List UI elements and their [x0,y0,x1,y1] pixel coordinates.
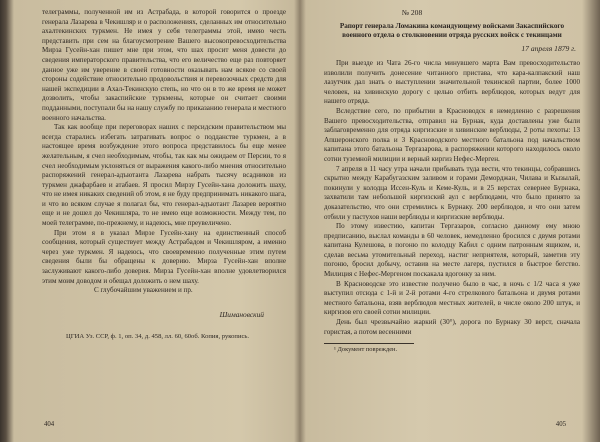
right-paragraph-6: День был чрезвычайно жаркий (30°), дорога по Бурнаку 30 верст, сначала гористая, а потом весенними [324,318,580,336]
right-page-number: 405 [555,421,566,429]
left-page-number: 404 [44,421,55,429]
right-paragraph-3: 7 апреля в 11 часу утра начали прибывать туда вести, что текинцы, собравшись скрытно между Карабугазским заливом и горами Деморджан, Чилава и Кызылай, покинули у колодца Иссен-Куль и Кеме-Куль, и в 25 верстах севернее Бурнака, захватили там небольшой киргизский аул с верблюдами, что было принято за доказательство, что они стремились к Бурнаку. 200 верблюдов, и что они затем отбили у пастухов наши верблюды и киргизские верблюды. [324,164,580,221]
footnote-divider [324,343,414,344]
left-paragraph-2: Так как вообще при переговорах наших с персидским правительством мы всегда старались избегать затрагивать вопрос о подданстве туркмен, а в настоящее время возбуждение этого вопроса представилось бы еще менее желательным, я счел необходимым, чтобы, так как мы ожидаем от Персии, то я счел необходимым уклоняться от выражения какого-либо мнения относительно распоряжений генерал-адъютанта Лазарева набрать тысячу всадников из туркмен джафарбаев и атабаев. Я просил Мирзу Гусейн-хана доложить шаху, что не имея никаких сведений об этом, я не буду предпринимать никакого шага, и что во всяком случае я полагал бы, что генерал-адъютант Лазарев вероятно еще и не дошел до Чекишляра, то не имею еще возможности. Между тем, по моей телеграмме, по-прежнему, и надеюсь, мне преувеличено. [42,123,286,228]
left-page [14,0,296,442]
document-date: 17 апреля 1879 г. [521,44,576,54]
right-paragraph-4: По этому известию, капитан Тергазаров, согласно данному ему мною предписанию, выслал команды в 60 человек, немедленно бросился с двумя ротами капитана Кулешова, в погоню по колодцу Кабил с одним патронным ящиком, и, сделав весьма утомительный переход, настиг неприятеля, который, заметив эту погоню, бросил добычу, оставив на месте лагеря, пустился в быстрое бегство. Милиция с Нефес-Мергеном поскакала вдогонку за ним. [324,222,580,279]
footnote: ¹ Документ поврежден. [334,346,398,354]
left-paragraph-closing: С глубочайшим уважением и пр. [94,286,193,295]
document-title: Рапорт генерала Ломакина командующему войсками Закаспийского военного отдела о столкновении отряда русских войск с текинцами [339,21,565,39]
document-number: № 208 [401,8,423,17]
right-paragraph-5: В Красноводске это известие получено было в час, в ночь с 1/2 часа я уже выступил отсюда с 1-й и 2-й ротами 4-го стрелкового батальона и двумя ротами местного батальона, взяв верблюдов местных жителей, в числе около 200 штук, и киргизов его своей сотни милиции. [324,279,580,317]
right-paragraph-1: При выезде из Чата 26-го числа минувшего марта Вам превосходительство изволили получить донесение читанного пристава, что кара-калпакский наш лазутчик дал знать о выступлении значительной текинской партии, более 1000 человек, на хивинскую дорогу с целью отбить верблюдов, которых ведут для нашего отряда. [324,59,580,106]
right-page [304,0,596,442]
right-paragraph-2: Вследствие сего, по прибытии в Красноводск я немедленно с разрешения Вашего превосходительства, отправил на Бурнак, куда доставлены уже были заблаговременно для отряда киргизские и хивинские верблюды, 2 роты пехоты: 13 Апшеронского полка и 3 Красноводского местного батальона под начальством капитана этого батальона Тергазарова, в распоряжении которого находилось около сотни туземной милиции и верный киргиз Нефес-Мерген. [324,106,580,163]
archive-source: ЦГИА Уз. ССР, ф. 1, оп. 34, д. 458, лл. 60, 60об. Копия, рукопись. [66,333,250,341]
left-paragraph-3: При этом я в указал Мирзе Гусейн-хану на единственный способ сообщения, который существует между Астрабадом и Чекишляром, а именно через уже туркмен. Я надеюсь, что своевременно полученные этим путем сведения были бы обращены к доверию. Мирза Гусейн-хан вполне заслуживают какого-либо доверия. Мирза Гусейн-хан вполне удовлетворился этим моим доводом и обещал доложить о нем шаху. [42,228,286,285]
left-paragraph-1: телеграммы, полученной им из Астрабада, в которой говорится о проезде генерала Лазарева в Чекишляр и о расположениях, сделанных им относительно ахалтекинских туркмен. Не имея у себя телеграммы этой, имею честь представить при сем на благоусмотрение Вашего высокопревосходительства Мирза Гусейн-хан пишет мне при этом, что шах просит меня довести до сведения императорского правительства, что его величество еще раз повторяет данное уже им уверение в своей готовности оказывать нам всякое со своей стороны содействие относительно продовольствия и перевозочных средств для нашей экспедиции в Ахал-Текинскую степь, но что он в то же время не может дозволить, чтобы закаспийские туркмены, которые он считает своими подданными, поступали бы на нашу службу по приказанию генерала и местного военного начальства. [42,8,286,122]
signature: Шимановский [219,309,264,319]
